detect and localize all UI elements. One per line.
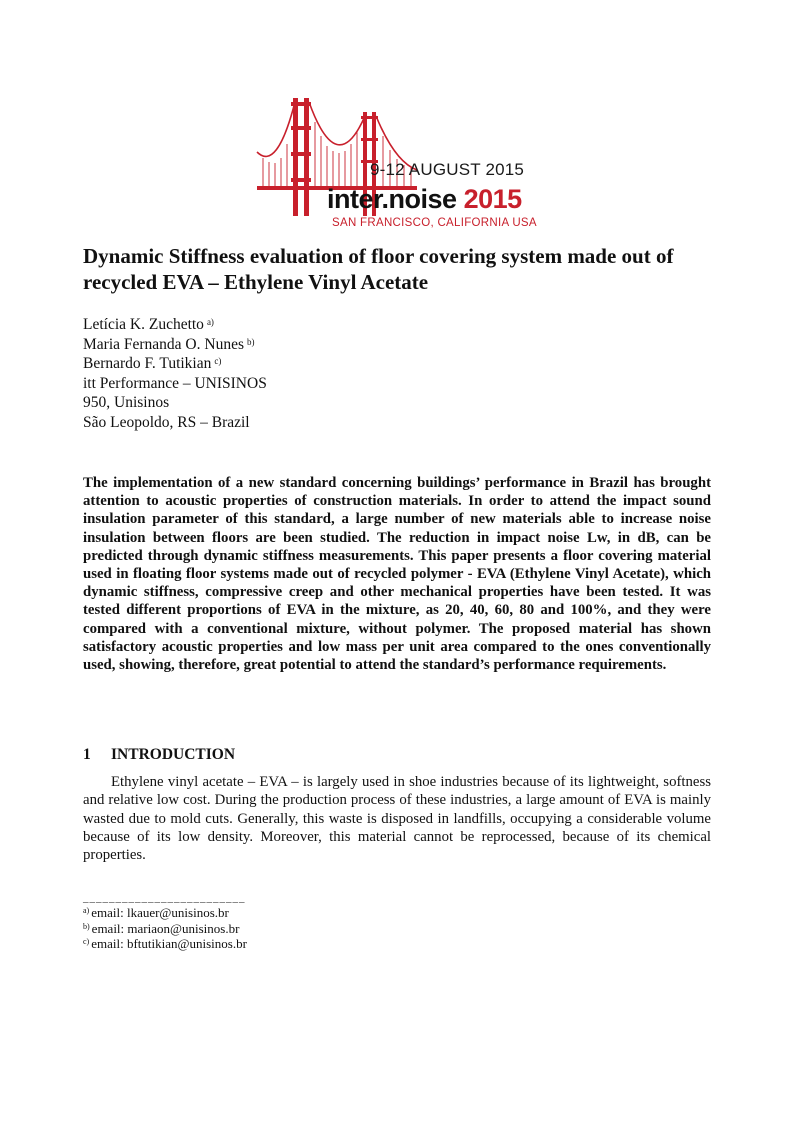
footnote — [83, 936, 247, 952]
author-name: Maria Fernanda O. Nunes — [83, 335, 244, 353]
conference-logo — [255, 92, 545, 232]
paper-title: Dynamic Stiffness evaluation of floor covering system made out of recycled EVA – Ethylene Vinyl Acetate — [83, 244, 674, 294]
footnote-mark: b) — [83, 921, 90, 931]
footnote-rule: _________________________ — [83, 892, 246, 904]
author-line — [83, 335, 483, 355]
conference-date: 9-12 AUGUST 2015 — [370, 160, 525, 179]
author-mark: b) — [246, 336, 255, 347]
footnote-mark: a) — [83, 906, 90, 915]
author-line — [83, 354, 483, 374]
affiliation-line: 950, Unisinos — [83, 394, 170, 411]
footnote — [83, 921, 247, 937]
affiliation-line: itt Performance – UNISINOS — [83, 374, 267, 392]
conference-name — [327, 184, 522, 215]
conference-year: 2015 — [463, 184, 522, 214]
conference-location: SAN FRANCISCO, CALIFORNIA USA — [332, 217, 537, 229]
author-name: Letícia K. Zuchetto — [83, 316, 204, 333]
section-title: INTRODUCTION — [111, 746, 236, 763]
intro-paragraph: Ethylene vinyl acetate – EVA – is largely used in shoe industries because of its lightweight, softness and relative low cost. During the production process of these industries, a large amount of EVA is mainly wasted due to mold cuts. Generally, this waste is disposed in landfills, occupying a considerable volume because of its low density. Moreover, this material cannot be reprocessed, because of its chemical properties. — [83, 774, 711, 864]
section-heading — [83, 746, 235, 764]
author-mark: c) — [214, 356, 222, 366]
footnote-email[interactable]: email: lkauer@unisinos.br — [91, 905, 229, 920]
footnotes — [83, 905, 247, 952]
author-line — [83, 315, 483, 335]
abstract: The implementation of a new standard concerning buildings’ performance in Brazil has brought attention to acoustic properties of construction materials. In order to attend the impact sound insulation parameter of this standard, a large number of new materials able to increase noise insulation between floors are been studied. The reduction in impact noise Lw, in dB, can be predicted through dynamic stiffness measurements. This paper presents a floor covering material used in floating floor systems made out of recycled polymer - EVA (Ethylene Vinyl Acetate), which dynamic stiffness, compressive creep and other mechanical properties have been tested. It was tested different proportions of EVA in the mixture, as 20, 40, 60, 80 and 100%, and they were compared with a conventional mixture, without polymer. The proposed material has shown satisfactory acoustic properties and low mass per unit area compared to the ones conventionally used, showing, therefore, great potential to attend the standard’s performance requirements. — [83, 475, 711, 674]
author-mark: a) — [206, 317, 214, 327]
author-name: Bernardo F. Tutikian — [83, 355, 212, 372]
author-block — [83, 315, 483, 432]
footnote-email[interactable]: email: bftutikian@unisinos.br — [91, 936, 247, 951]
footnote — [83, 905, 247, 921]
section-number: 1 — [83, 746, 91, 763]
footnote-email[interactable]: email: mariaon@unisinos.br — [91, 920, 240, 936]
footnote-mark: c) — [83, 937, 90, 946]
affiliation-line: São Leopoldo, RS – Brazil — [83, 413, 250, 431]
conference-brand: inter.noise — [327, 184, 457, 214]
